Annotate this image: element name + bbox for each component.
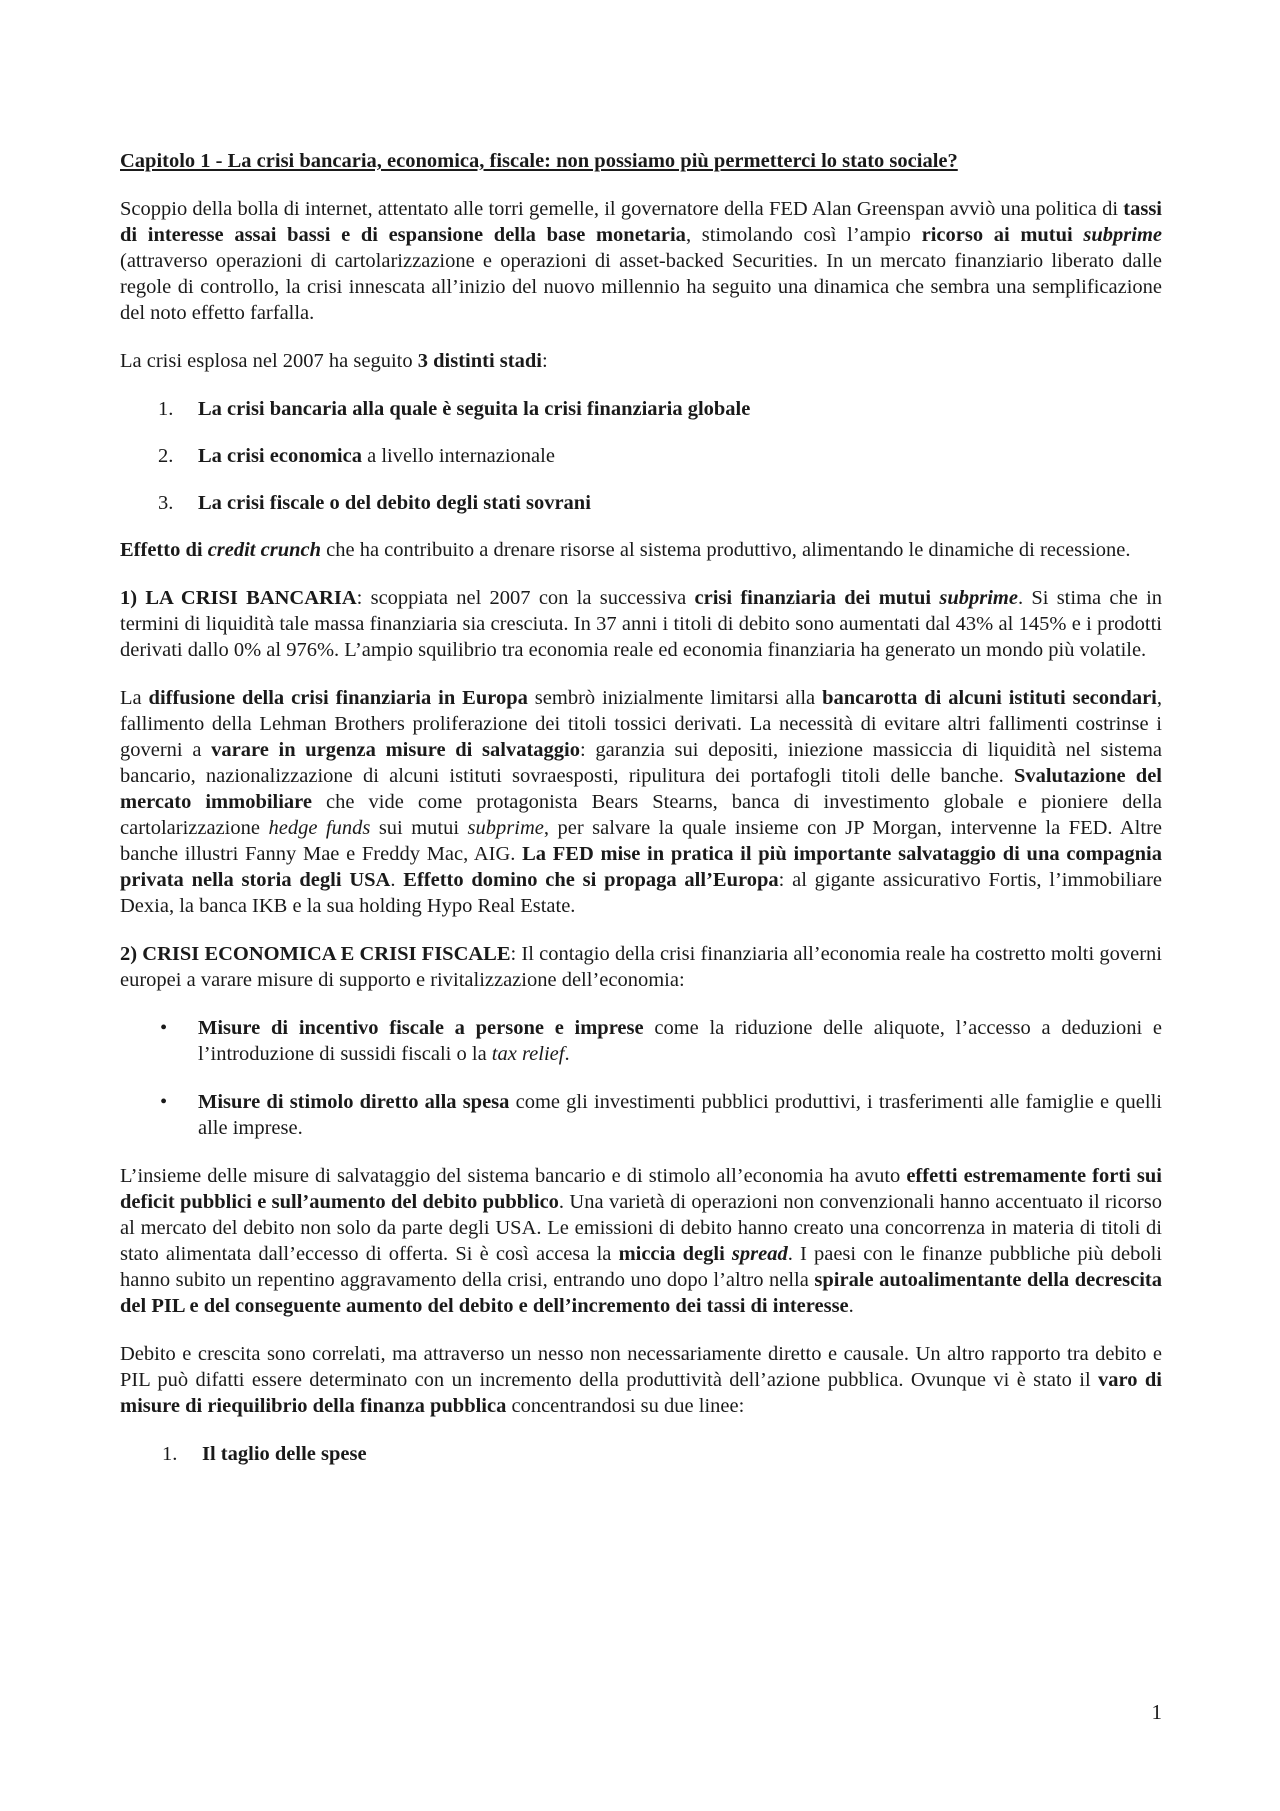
paragraph-public-debt: L’insieme delle misure di salvataggio del sistema bancario e di stimolo all’economia ha avuto effetti estremamente forti sui deficit pubblici e sull’aumento del debito pubblico. Una varietà di operazioni non convenzionali hanno accentuato il ricorso al mercato del debito non solo da parte degli USA. Le emissioni di debito hanno creato una concorrenza in materia di titoli di stato alimentata dall’eccesso di offerta. Si è così accesa la miccia degli spread. I paesi con le finanze pubbliche più deboli hanno subito un repentino aggravamento della crisi, entrando uno dopo l’altro nella spirale autoalimentante della decrescita del PIL e del conseguente aumento del debito e dell’incremento dei tassi di interesse. (120, 1165, 1162, 1317)
paragraph-banking-crisis: 1) LA CRISI BANCARIA: scoppiata nel 2007 con la successiva crisi finanziaria dei mutui subprime. Si stima che in termini di liquidità tale massa finanziaria sia cresciuta. In 37 anni i titoli di debito sono aumentati dal 43% al 145% e i prodotti derivati dallo 0% al 976%. L’ampio squilibrio tra economia reale ed economia finanziaria ha generato un mondo più volatile. (120, 587, 1163, 661)
paragraph-stages-intro: La crisi esplosa nel 2007 ha seguito 3 distinti stadi: (120, 350, 548, 372)
paragraph-intro: Scoppio della bolla di internet, attentato alle torri gemelle, il governatore della FED Alan Greenspan avviò una politica di tassi di interesse assai bassi e di espansione della base monetaria, stimolando così l’ampio ricorso ai mutui subprime (attraverso operazioni di cartolarizzazione e operazioni di asset-backed Securities. In un mercato finanziario liberato dalle regole di controllo, la crisi innescata all’inizio del nuovo millennio ha seguito una dinamica che sembra una semplificazione del noto effetto farfalla. (120, 198, 1162, 324)
list-item: • Misure di stimolo diretto alla spesa come gli investimenti pubblici produttivi, i trasferimenti alle famiglie e quelli alle imprese. (160, 1091, 1162, 1139)
paragraph-economic-fiscal-crisis: 2) CRISI ECONOMICA E CRISI FISCALE: Il contagio della crisi finanziaria all’economia reale ha costretto molti governi europei a varare misure di supporto e rivitalizzazione dell’economia: (120, 943, 1162, 991)
list-item: 3. La crisi fiscale o del debito degli stati sovrani (158, 492, 591, 514)
document-page (120, 148, 1162, 1488)
measures-list (120, 1015, 1162, 1141)
list-item: 1. La crisi bancaria alla quale è seguita la crisi finanziaria globale (158, 398, 751, 420)
chapter-title: Capitolo 1 - La crisi bancaria, economica, fiscale: non possiamo più permetterci lo stato sociale? (120, 150, 958, 172)
lines-list (120, 1441, 1162, 1467)
list-item: 2. La crisi economica a livello internazionale (158, 445, 555, 467)
list-item: 1. Il taglio delle spese (162, 1443, 367, 1465)
stages-list (120, 396, 1162, 516)
paragraph-credit-crunch: Effetto di credit crunch che ha contribuito a drenare risorse al sistema produttivo, alimentando le dinamiche di recessione. (120, 539, 1131, 561)
paragraph-debt-growth: Debito e crescita sono correlati, ma attraverso un nesso non necessariamente diretto e causale. Un altro rapporto tra debito e PIL può difatti essere determinato con un incremento della produttività dell’azione pubblica. Ovunque vi è stato il varo di misure di riequilibrio della finanza pubblica concentrandosi su due linee: (120, 1343, 1163, 1417)
list-item: • Misure di incentivo fiscale a persone e imprese come la riduzione delle aliquote, l’accesso a deduzioni e l’introduzione di sussidi fiscali o la tax relief. (160, 1017, 1162, 1065)
paragraph-europe-diffusion: La diffusione della crisi finanziaria in Europa sembrò inizialmente limitarsi alla bancarotta di alcuni istituti secondari, fallimento della Lehman Brothers proliferazione dei titoli tossici derivati. La necessità di evitare altri fallimenti costrinse i governi a varare in urgenza misure di salvataggio: garanzia sui depositi, iniezione massiccia di liquidità nel sistema bancario, nazionalizzazione di alcuni istituti sovraesposti, ripulitura dei portafogli titoli delle banche. Svalutazione del mercato immobiliare che vide come protagonista Bears Stearns, banca di investimento globale e pioniere della cartolarizzazione hedge funds sui mutui subprime, per salvare la quale insieme con JP Morgan, intervenne la FED. Altre banche illustri Fanny Mae e Freddy Mac, AIG. La FED mise in pratica il più importante salvataggio di una compagnia privata nella storia degli USA. Effetto domino che si propaga all’Europa: al gigante assicurativo Fortis, l’immobiliare Dexia, la banca IKB e la sua holding Hypo Real Estate. (120, 687, 1163, 917)
page-number: 1 (1151, 1700, 1162, 1724)
